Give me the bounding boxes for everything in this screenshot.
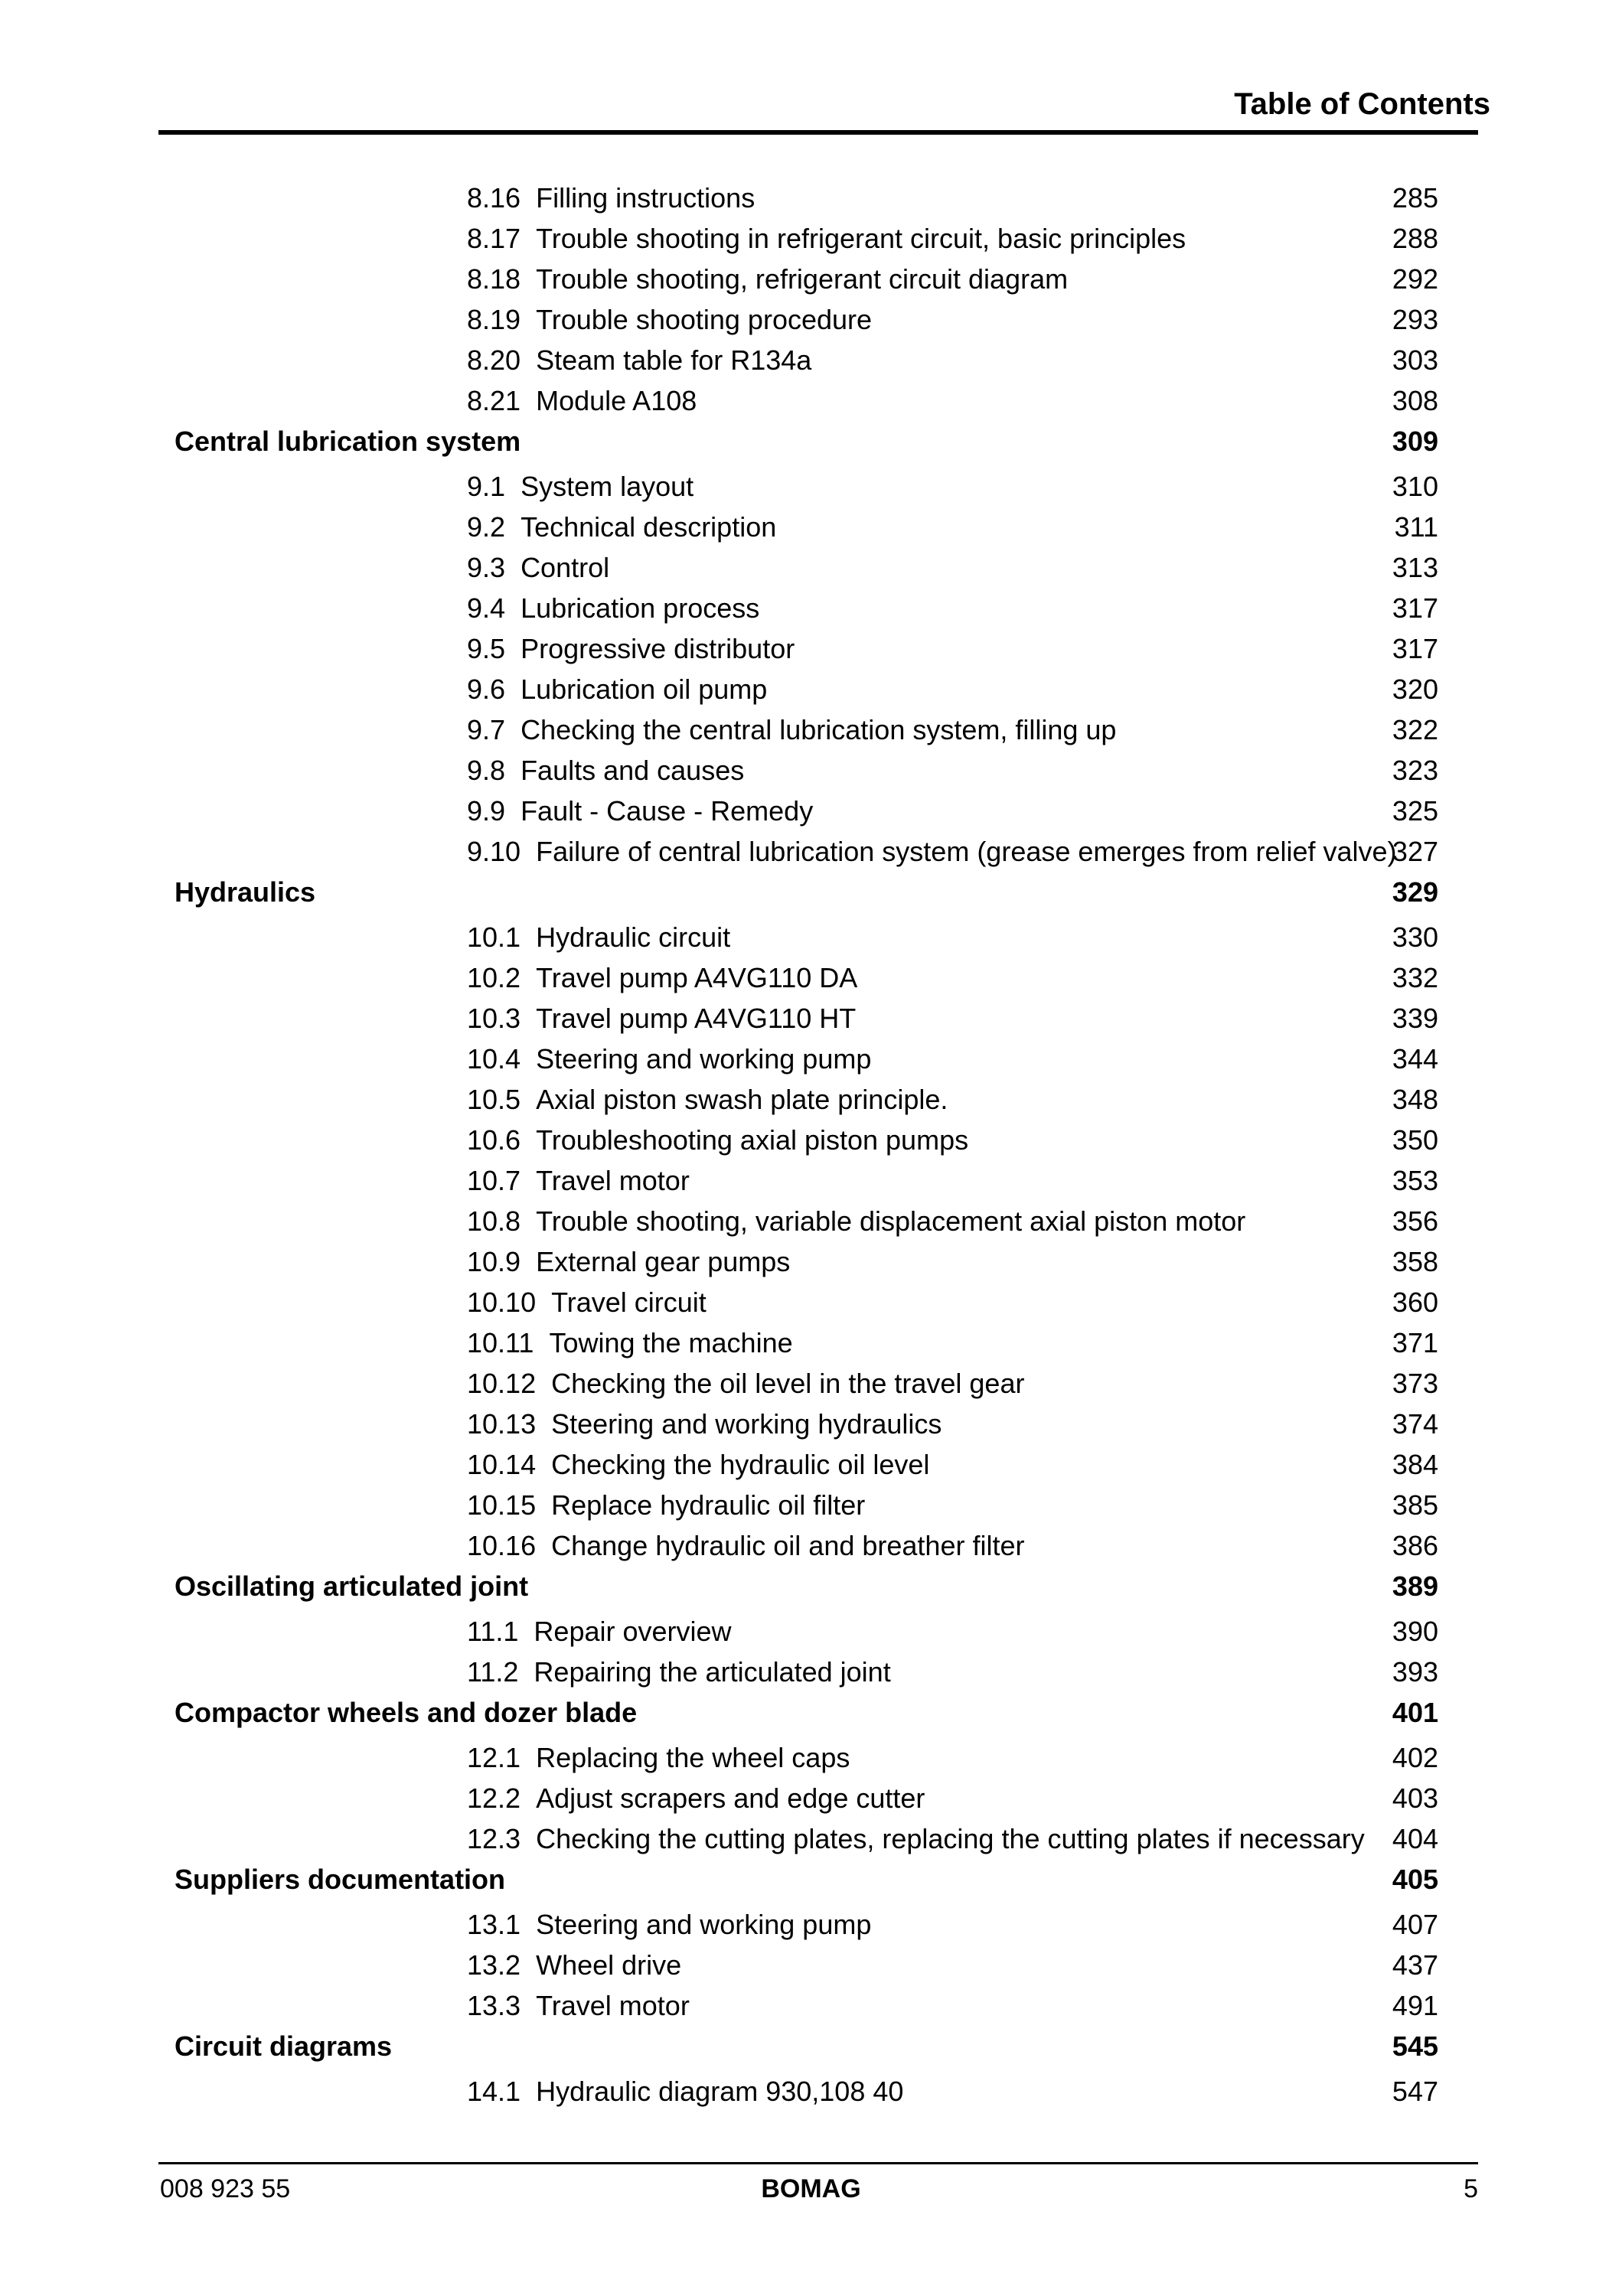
toc-section-entry[interactable]: [0, 1818, 1622, 1859]
toc-section-number: 10.15: [467, 1489, 537, 1521]
toc-page-number: 317: [1392, 633, 1438, 664]
toc-section-number: 9.8: [467, 755, 506, 786]
toc-section-entry[interactable]: [0, 628, 1622, 669]
toc-section-number: 9.6: [467, 673, 506, 705]
toc-section-title: Axial piston swash plate principle.: [536, 1084, 948, 1115]
toc-section-title: Steering and working hydraulics: [551, 1408, 942, 1440]
toc-section-title: Hydraulic diagram 930,108 40: [536, 2076, 904, 2107]
toc-section-entry[interactable]: [0, 1241, 1622, 1282]
toc-section-number: 8.17: [467, 223, 521, 254]
toc-section-title: Repair overview: [534, 1616, 732, 1647]
toc-page-number: 373: [1392, 1368, 1438, 1399]
toc-page-number: 403: [1392, 1782, 1438, 1814]
toc-section-label: [467, 1985, 690, 2026]
toc-page-number: 390: [1392, 1616, 1438, 1647]
toc-section-number: 10.12: [467, 1368, 537, 1399]
toc-section-title: Travel pump A4VG110 HT: [536, 1003, 857, 1034]
toc-section-label: [467, 1945, 681, 1985]
toc-section-entry[interactable]: [0, 340, 1622, 380]
toc-section-label: [467, 1363, 1024, 1404]
toc-section-entry[interactable]: [0, 1985, 1622, 2026]
toc-page-number: 285: [1392, 182, 1438, 214]
toc-section-label: [467, 709, 1116, 750]
toc-section-title: Steering and working pump: [536, 1909, 872, 1940]
toc-section-title: Trouble shooting in refrigerant circuit, basic principles: [536, 223, 1186, 254]
toc-section-entry[interactable]: [0, 1652, 1622, 1692]
toc-page-number: 371: [1392, 1327, 1438, 1358]
toc-section-title: Change hydraulic oil and breather filter: [551, 1530, 1025, 1561]
toc-section-number: 10.4: [467, 1043, 521, 1075]
toc-section-label: [467, 1039, 871, 1079]
toc-section-number: 9.3: [467, 552, 506, 583]
toc-page-number: 353: [1392, 1165, 1438, 1196]
toc-section-number: 10.16: [467, 1530, 537, 1561]
toc-section-label: [467, 1525, 1024, 1566]
toc-section-title: Filling instructions: [536, 182, 756, 214]
toc-section-number: 10.8: [467, 1205, 521, 1237]
header-divider: [158, 130, 1478, 135]
toc-section-number: 12.1: [467, 1742, 521, 1773]
toc-section-title: Control: [521, 552, 610, 583]
toc-page-number: 308: [1392, 385, 1438, 416]
toc-page-number: 401: [1392, 1697, 1438, 1728]
toc-chapter-title: Compactor wheels and dozer blade: [175, 1697, 638, 1728]
toc-section-entry[interactable]: [0, 507, 1622, 547]
toc-page-number: 309: [1392, 426, 1438, 457]
toc-section-label: [467, 628, 795, 669]
toc-section-label: [467, 917, 730, 957]
toc-section-entry[interactable]: [0, 547, 1622, 588]
toc-section-entry[interactable]: [0, 588, 1622, 628]
toc-section-label: [467, 1160, 690, 1201]
toc-section-title: External gear pumps: [536, 1246, 791, 1277]
toc-section-number: 8.18: [467, 263, 521, 295]
toc-section-label: [467, 588, 759, 628]
toc-section-number: 10.5: [467, 1084, 521, 1115]
toc-section-entry[interactable]: [0, 466, 1622, 507]
toc-page-number: 323: [1392, 755, 1438, 786]
toc-section-number: 9.1: [467, 471, 506, 502]
toc-chapter-entry[interactable]: [0, 2026, 1622, 2071]
toc-section-title: Faults and causes: [521, 755, 745, 786]
toc-section-number: 10.6: [467, 1124, 521, 1156]
toc-section-entry[interactable]: [0, 218, 1622, 259]
toc-section-title: Fault - Cause - Remedy: [521, 795, 814, 827]
toc-section-entry[interactable]: [0, 791, 1622, 831]
toc-chapter-title: Suppliers documentation: [175, 1864, 506, 1895]
toc-section-label: [467, 1485, 865, 1525]
toc-section-title: Trouble shooting, variable displacement axial piston motor: [536, 1205, 1246, 1237]
toc-section-title: Steering and working pump: [536, 1043, 872, 1075]
toc-section-label: [467, 1904, 871, 1945]
toc-section-title: Steam table for R134a: [536, 344, 812, 376]
toc-section-title: Towing the machine: [549, 1327, 793, 1358]
toc-section-number: 9.5: [467, 633, 506, 664]
toc-section-label: [467, 957, 857, 998]
footer-divider: [158, 2162, 1478, 2164]
toc-section-entry[interactable]: [0, 1778, 1622, 1818]
toc-page-number: 329: [1392, 876, 1438, 908]
toc-page-number: 292: [1392, 263, 1438, 295]
toc-section-label: [467, 380, 697, 421]
toc-section-number: 11.1: [467, 1616, 519, 1647]
toc-section-entry[interactable]: [0, 1525, 1622, 1566]
toc-section-entry[interactable]: [0, 709, 1622, 750]
toc-chapter-entry[interactable]: [0, 1692, 1622, 1737]
document-number: 008 923 55: [160, 2174, 291, 2203]
toc-page-number: 405: [1392, 1864, 1438, 1895]
toc-section-number: 10.11: [467, 1327, 534, 1358]
toc-section-title: Lubrication oil pump: [521, 673, 768, 705]
toc-section-label: [467, 1079, 948, 1120]
toc-section-entry[interactable]: [0, 1120, 1622, 1160]
toc-section-title: Replace hydraulic oil filter: [551, 1489, 866, 1521]
toc-section-number: 13.1: [467, 1909, 521, 1940]
table-of-contents: [0, 178, 1622, 2112]
toc-page-number: 293: [1392, 304, 1438, 335]
toc-section-label: [467, 1201, 1245, 1241]
toc-page-number: 350: [1392, 1124, 1438, 1156]
toc-section-number: 14.1: [467, 2076, 521, 2107]
toc-section-label: [467, 1404, 942, 1444]
toc-section-entry[interactable]: [0, 1737, 1622, 1778]
toc-page-number: 317: [1392, 592, 1438, 624]
toc-page-number: 545: [1392, 2030, 1438, 2062]
toc-section-number: 10.1: [467, 921, 521, 953]
toc-chapter-title: Hydraulics: [175, 876, 316, 908]
toc-section-entry[interactable]: [0, 998, 1622, 1039]
toc-section-entry[interactable]: [0, 831, 1622, 872]
toc-section-label: [467, 750, 744, 791]
toc-section-title: Checking the hydraulic oil level: [551, 1449, 930, 1480]
toc-section-label: [467, 831, 1397, 872]
toc-page-number: 547: [1392, 2076, 1438, 2107]
toc-section-entry[interactable]: [0, 259, 1622, 299]
toc-section-entry[interactable]: [0, 1282, 1622, 1322]
toc-section-entry[interactable]: [0, 917, 1622, 957]
toc-section-title: Checking the cutting plates, replacing the cutting plates if necessary: [536, 1823, 1365, 1854]
toc-page-number: 404: [1392, 1823, 1438, 1854]
toc-page-number: 303: [1392, 344, 1438, 376]
toc-section-label: [467, 791, 813, 831]
toc-section-entry[interactable]: [0, 1201, 1622, 1241]
toc-section-label: [467, 1241, 790, 1282]
toc-section-number: 10.10: [467, 1287, 537, 1318]
toc-page-number: 288: [1392, 223, 1438, 254]
toc-section-number: 8.16: [467, 182, 521, 214]
toc-section-title: Lubrication process: [521, 592, 760, 624]
toc-page-number: 386: [1392, 1530, 1438, 1561]
toc-page-number: 407: [1392, 1909, 1438, 1940]
toc-section-number: 9.7: [467, 714, 506, 745]
toc-section-label: [467, 507, 776, 547]
toc-section-label: [467, 466, 694, 507]
toc-section-title: Travel pump A4VG110 DA: [536, 962, 858, 993]
toc-section-number: 9.9: [467, 795, 506, 827]
toc-section-number: 8.21: [467, 385, 521, 416]
toc-section-label: [467, 1444, 929, 1485]
toc-section-title: Trouble shooting procedure: [536, 304, 873, 335]
page-title: Table of Contents: [1234, 87, 1490, 121]
toc-chapter-entry[interactable]: [0, 1566, 1622, 1611]
toc-section-title: Module A108: [536, 385, 697, 416]
toc-section-label: [467, 1120, 968, 1160]
toc-section-number: 12.2: [467, 1782, 521, 1814]
toc-section-number: 10.9: [467, 1246, 521, 1277]
toc-section-title: Travel motor: [536, 1165, 690, 1196]
toc-page-number: 402: [1392, 1742, 1438, 1773]
toc-section-entry[interactable]: [0, 2071, 1622, 2112]
toc-page-number: 348: [1392, 1084, 1438, 1115]
toc-chapter-entry[interactable]: [0, 421, 1622, 466]
toc-section-entry[interactable]: [0, 1404, 1622, 1444]
toc-section-label: [467, 340, 811, 380]
toc-section-number: 11.2: [467, 1656, 519, 1688]
toc-chapter-entry[interactable]: [0, 872, 1622, 917]
toc-section-label: [467, 1818, 1365, 1859]
toc-section-number: 8.19: [467, 304, 521, 335]
toc-section-title: Replacing the wheel caps: [536, 1742, 850, 1773]
toc-section-number: 10.14: [467, 1449, 537, 1480]
toc-chapter-title: Central lubrication system: [175, 426, 521, 457]
toc-chapter-entry[interactable]: [0, 1859, 1622, 1904]
toc-page-number: 393: [1392, 1656, 1438, 1688]
toc-section-entry[interactable]: [0, 1444, 1622, 1485]
toc-page-number: 374: [1392, 1408, 1438, 1440]
toc-section-title: Checking the central lubrication system, filling up: [521, 714, 1117, 745]
toc-chapter-title: Oscillating articulated joint: [175, 1570, 529, 1602]
toc-page-number: 344: [1392, 1043, 1438, 1075]
toc-section-title: Progressive distributor: [521, 633, 795, 664]
toc-section-entry[interactable]: [0, 178, 1622, 218]
toc-section-title: Travel circuit: [551, 1287, 707, 1318]
toc-section-label: [467, 998, 856, 1039]
toc-section-entry[interactable]: [0, 957, 1622, 998]
toc-section-number: 10.3: [467, 1003, 521, 1034]
toc-section-entry[interactable]: [0, 1945, 1622, 1985]
toc-page-number: 322: [1392, 714, 1438, 745]
toc-section-number: 8.20: [467, 344, 521, 376]
toc-page-number: 437: [1392, 1949, 1438, 1981]
brand-name: BOMAG: [761, 2174, 861, 2203]
toc-section-entry[interactable]: [0, 380, 1622, 421]
toc-page-number: 389: [1392, 1570, 1438, 1602]
toc-page-number: 313: [1392, 552, 1438, 583]
toc-page-number: 327: [1392, 836, 1438, 867]
toc-section-entry[interactable]: [0, 1904, 1622, 1945]
toc-section-label: [467, 178, 755, 218]
toc-section-title: Checking the oil level in the travel gear: [551, 1368, 1025, 1399]
toc-section-label: [467, 1282, 707, 1322]
toc-section-entry[interactable]: [0, 669, 1622, 709]
toc-section-entry[interactable]: [0, 1079, 1622, 1120]
toc-section-title: System layout: [521, 471, 694, 502]
toc-page-number: 358: [1392, 1246, 1438, 1277]
toc-section-entry[interactable]: [0, 1363, 1622, 1404]
toc-section-label: [467, 547, 609, 588]
toc-section-number: 9.2: [467, 511, 506, 543]
toc-page-number: 384: [1392, 1449, 1438, 1480]
toc-page-number: 332: [1392, 962, 1438, 993]
toc-section-label: [467, 1778, 925, 1818]
page-number: 5: [1464, 2174, 1478, 2203]
toc-page-number: 356: [1392, 1205, 1438, 1237]
toc-section-title: Travel motor: [536, 1990, 690, 2021]
toc-section-number: 13.2: [467, 1949, 521, 1981]
toc-section-entry[interactable]: [0, 1322, 1622, 1363]
toc-section-title: Trouble shooting, refrigerant circuit diagram: [536, 263, 1069, 295]
toc-section-label: [467, 299, 872, 340]
toc-page-number: 339: [1392, 1003, 1438, 1034]
toc-section-entry[interactable]: [0, 1485, 1622, 1525]
toc-section-entry[interactable]: [0, 299, 1622, 340]
toc-section-label: [467, 2071, 903, 2112]
toc-section-number: 9.10: [467, 836, 521, 867]
toc-section-label: [467, 1322, 793, 1363]
toc-page-number: 385: [1392, 1489, 1438, 1521]
toc-section-title: Repairing the articulated joint: [534, 1656, 891, 1688]
toc-section-title: Technical description: [521, 511, 777, 543]
toc-page-number: 320: [1392, 673, 1438, 705]
toc-section-label: [467, 1737, 850, 1778]
toc-section-label: [467, 259, 1068, 299]
toc-section-title: Hydraulic circuit: [536, 921, 731, 953]
toc-section-number: 10.7: [467, 1165, 521, 1196]
toc-section-title: Troubleshooting axial piston pumps: [536, 1124, 969, 1156]
toc-section-number: 10.13: [467, 1408, 537, 1440]
toc-section-number: 9.4: [467, 592, 506, 624]
toc-page-number: 330: [1392, 921, 1438, 953]
toc-chapter-title: Circuit diagrams: [175, 2030, 393, 2062]
toc-section-entry[interactable]: [0, 1160, 1622, 1201]
toc-page-number: 360: [1392, 1287, 1438, 1318]
toc-section-label: [467, 1652, 891, 1692]
toc-section-label: [467, 218, 1186, 259]
toc-page-number: 311: [1394, 511, 1438, 543]
toc-section-number: 12.3: [467, 1823, 521, 1854]
toc-page-number: 310: [1392, 471, 1438, 502]
toc-section-title: Wheel drive: [536, 1949, 682, 1981]
toc-section-title: Adjust scrapers and edge cutter: [536, 1782, 925, 1814]
toc-section-number: 13.3: [467, 1990, 521, 2021]
toc-section-label: [467, 1611, 732, 1652]
toc-section-number: 10.2: [467, 962, 521, 993]
toc-section-entry[interactable]: [0, 750, 1622, 791]
toc-section-entry[interactable]: [0, 1611, 1622, 1652]
toc-section-title: Failure of central lubrication system (grease emerges from relief valve): [536, 836, 1397, 867]
toc-section-label: [467, 669, 767, 709]
toc-page-number: 325: [1392, 795, 1438, 827]
toc-page-number: 491: [1392, 1990, 1438, 2021]
toc-section-entry[interactable]: [0, 1039, 1622, 1079]
